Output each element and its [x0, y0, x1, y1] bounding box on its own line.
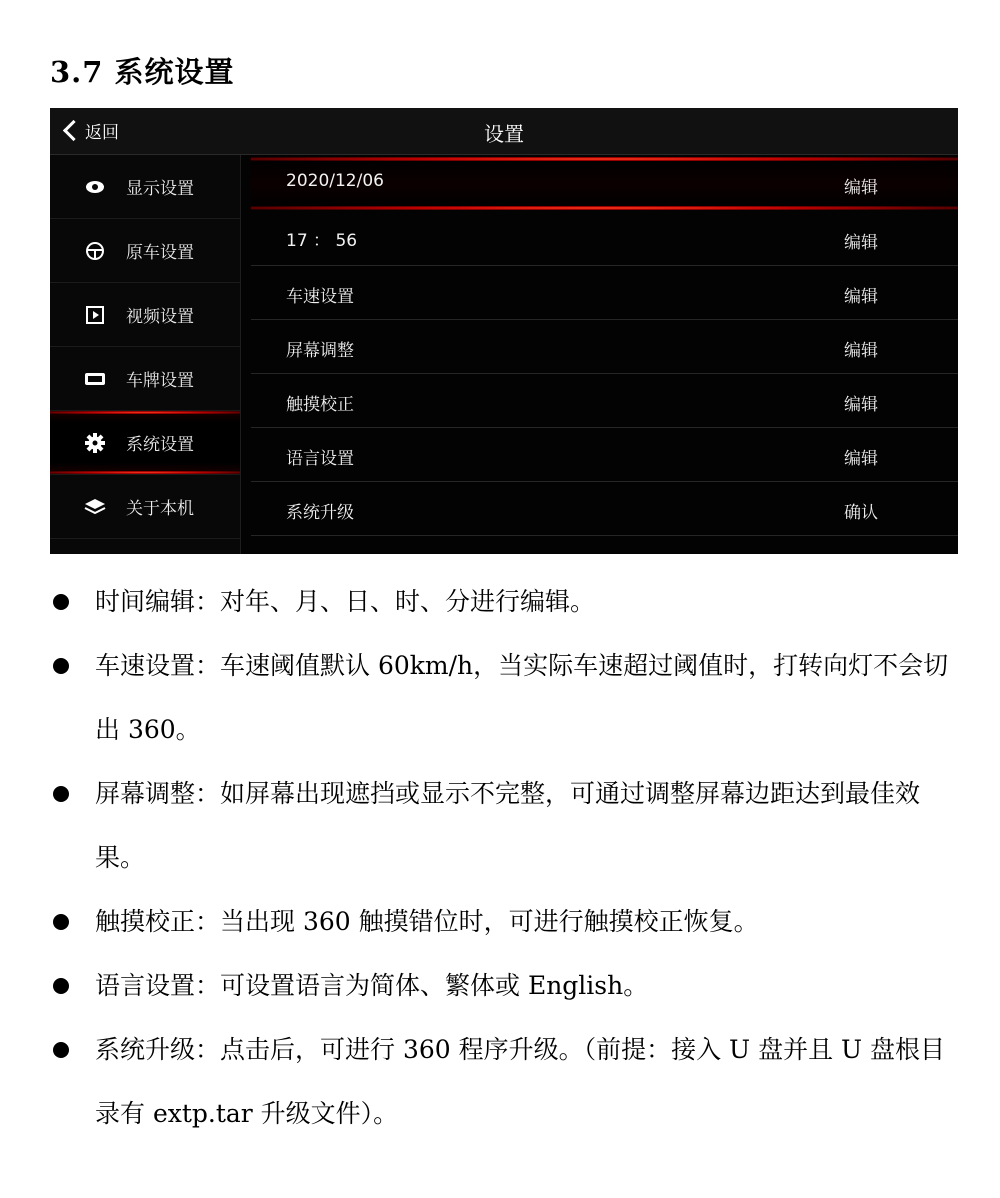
top-bar: [50, 108, 958, 155]
bullet-icon: [53, 594, 69, 610]
bullet-icon: [53, 658, 69, 674]
edit-button[interactable]: 编辑: [844, 287, 878, 307]
edit-button[interactable]: 编辑: [844, 178, 878, 198]
sidebar-item-label: 车牌设置: [126, 371, 194, 391]
list-item: [50, 1018, 950, 1146]
note-text: 系统升级：点击后，可进行 360 程序升级。（前提：接入 U 盘并且 U 盘根目录有 extp.tar 升级文件）。: [95, 1035, 946, 1128]
list-item: [50, 890, 950, 954]
sidebar-item-label: 关于本机: [126, 499, 194, 519]
settings-list: [251, 155, 958, 554]
car-plate-icon: [84, 368, 106, 390]
bullet-icon: [53, 914, 69, 930]
list-item: [50, 570, 950, 634]
bullet-icon: [53, 1042, 69, 1058]
setting-row-speed[interactable]: [251, 266, 958, 320]
steering-wheel-icon: [84, 240, 106, 262]
setting-row-time[interactable]: [251, 212, 958, 266]
setting-row-upgrade[interactable]: [251, 482, 958, 536]
sidebar-item-about[interactable]: [50, 475, 240, 539]
back-label: 返回: [85, 122, 119, 143]
settings-screenshot: [50, 108, 958, 554]
play-icon: [84, 304, 106, 326]
setting-row-label: 17 ： 56: [286, 231, 358, 251]
sidebar-item-label: 显示设置: [126, 179, 194, 199]
sidebar-item-video[interactable]: [50, 283, 240, 347]
confirm-button[interactable]: 确认: [844, 503, 878, 523]
list-item: [50, 762, 950, 890]
note-text: 屏幕调整：如屏幕出现遮挡或显示不完整，可通过调整屏幕边距达到最佳效果。: [95, 779, 921, 872]
setting-row-label: 车速设置: [286, 287, 354, 307]
list-item: [50, 954, 950, 1018]
setting-row-touch[interactable]: [251, 374, 958, 428]
note-text: 车速设置：车速阈值默认 60km/h，当实际车速超过阈值时，打转向灯不会切出 360。: [95, 651, 949, 744]
note-text: 时间编辑：对年、月、日、时、分进行编辑。: [95, 587, 596, 616]
screen-title: 设置: [484, 122, 524, 146]
sidebar-item-label: 视频设置: [126, 307, 194, 327]
sidebar-item-label: 系统设置: [126, 435, 194, 455]
edit-button[interactable]: 编辑: [844, 395, 878, 415]
setting-row-label: 触摸校正: [286, 395, 354, 415]
section-title: 3.7 系统设置: [50, 55, 235, 89]
eye-icon: [84, 176, 106, 198]
setting-row-label: 语言设置: [286, 449, 354, 469]
sidebar-item-vehicle[interactable]: [50, 219, 240, 283]
setting-row-screen[interactable]: [251, 320, 958, 374]
edit-button[interactable]: 编辑: [844, 233, 878, 253]
sidebar-item-plate[interactable]: [50, 347, 240, 411]
setting-row-language[interactable]: [251, 428, 958, 482]
setting-row-label: 系统升级: [286, 503, 354, 523]
layers-icon: [84, 496, 106, 518]
note-text: 语言设置：可设置语言为简体、繁体或 English。: [95, 971, 649, 1000]
edit-button[interactable]: 编辑: [844, 341, 878, 361]
setting-row-label: 屏幕调整: [286, 341, 354, 361]
setting-row-date[interactable]: [251, 157, 958, 210]
bullet-icon: [53, 978, 69, 994]
sidebar-item-label: 原车设置: [126, 243, 194, 263]
note-text: 触摸校正：当出现 360 触摸错位时，可进行触摸校正恢复。: [95, 907, 759, 936]
gear-icon: [84, 432, 106, 454]
bullet-icon: [53, 786, 69, 802]
setting-row-label: 2020/12/06: [286, 171, 384, 191]
list-item: [50, 634, 950, 762]
notes-list: [50, 570, 950, 1146]
sidebar: [50, 155, 241, 554]
sidebar-item-system[interactable]: [50, 411, 240, 475]
sidebar-item-display[interactable]: [50, 155, 240, 219]
edit-button[interactable]: 编辑: [844, 449, 878, 469]
